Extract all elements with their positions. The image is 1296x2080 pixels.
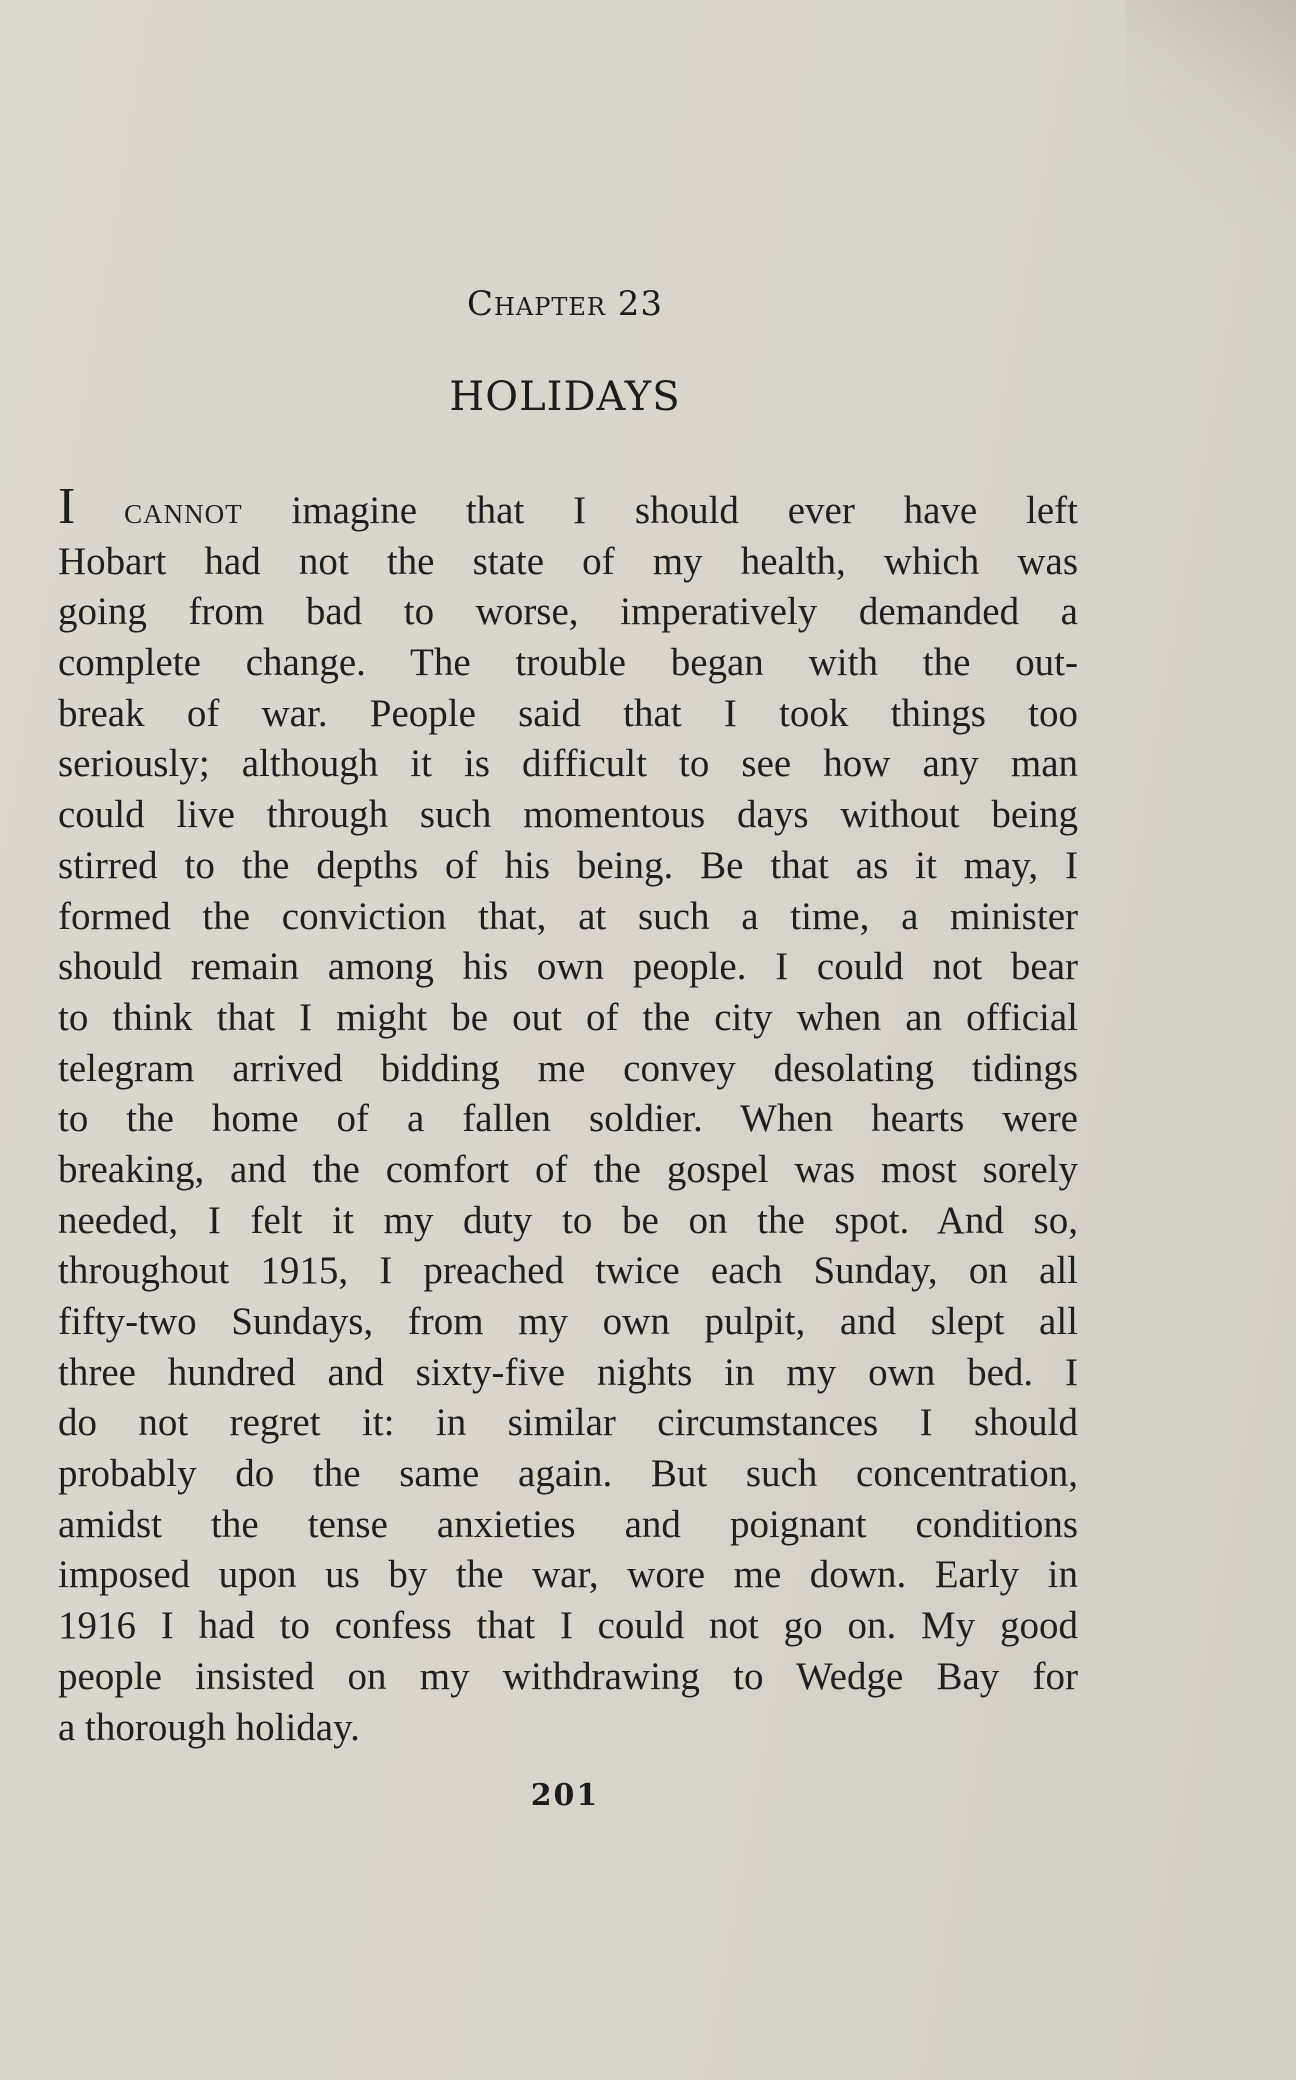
first-line-text: imagine that I should ever have left — [242, 489, 1078, 532]
paragraph-line: imposed upon us by the war, wore me down. Early in — [58, 1553, 1078, 1597]
paragraph-line: three hundred and sixty-five nights in my own bed. I — [58, 1350, 1078, 1394]
paragraph-line: needed, I felt it my duty to be on the spot. And so, — [58, 1198, 1078, 1242]
paragraph-line: should remain among his own people. I could not bear — [58, 945, 1078, 989]
paragraph-line: fifty-two Sundays, from my own pulpit, and slept all — [58, 1300, 1078, 1343]
chapter-title: HOLIDAYS — [449, 374, 681, 420]
paragraph-line: amidst the tense anxieties and poignant conditions — [58, 1502, 1078, 1546]
body-paragraph — [58, 478, 1078, 1753]
paragraph-line: going from bad to worse, imperatively demanded a — [58, 590, 1078, 634]
paragraph-line: break of war. People said that I took things too — [58, 691, 1078, 735]
chapter-label-text: Chapter 23 — [466, 284, 664, 324]
paragraph-line: 1916 I had to confess that I could not go on. My good — [58, 1604, 1078, 1648]
paragraph-line: stirred to the depths of his being. Be that as it may, I — [58, 843, 1078, 887]
chapter-label — [0, 284, 1130, 324]
page-corner-shadow — [1126, 0, 1296, 260]
paragraph-line: throughout 1915, I preached twice each Sunday, on all — [58, 1249, 1078, 1293]
paragraph-line: complete change. The trouble began with the out- — [58, 641, 1078, 685]
paragraph-line-first — [58, 478, 1078, 537]
paragraph-line: do not regret it: in similar circumstances I should — [58, 1401, 1078, 1445]
paragraph-line: Hobart had not the state of my health, which was — [58, 539, 1078, 583]
paragraph-line: seriously; although it is difficult to see how any man — [58, 742, 1078, 786]
paragraph-line: formed the conviction that, at such a time, a minister — [58, 894, 1078, 938]
paragraph-line: to think that I might be out of the city when an official — [58, 995, 1078, 1039]
paragraph-line: probably do the same again. But such concentration, — [58, 1452, 1078, 1496]
paragraph-line: breaking, and the comfort of the gospel was most sorely — [58, 1147, 1078, 1191]
paragraph-line-last: a thorough holiday. — [58, 1705, 360, 1749]
paragraph-line: to the home of a fallen soldier. When hearts were — [58, 1097, 1078, 1141]
drop-cap: I — [58, 478, 76, 535]
paragraph-line: people insisted on my withdrawing to Wedge Bay for — [58, 1654, 1078, 1698]
small-caps-word: cannot — [124, 489, 243, 532]
paragraph-line: could live through such momentous days without being — [58, 793, 1078, 837]
paragraph-line: telegram arrived bidding me convey desolating tidings — [58, 1046, 1078, 1090]
page-number: 201 — [530, 1778, 600, 1813]
